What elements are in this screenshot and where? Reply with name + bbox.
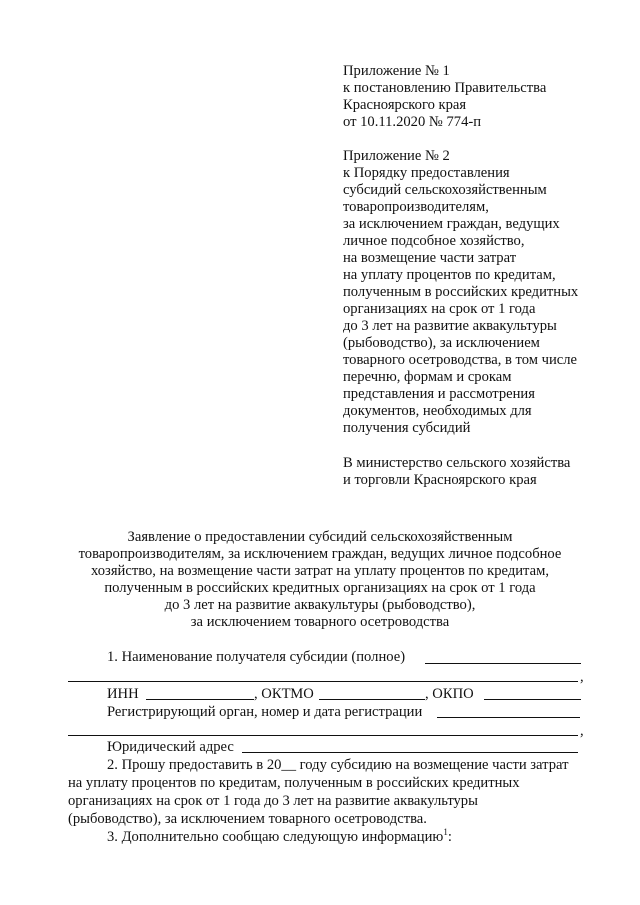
registration-label: Регистрирующий орган, номер и дата регистрации xyxy=(107,704,423,720)
item-2-line: 2. Прошу предоставить в 20__ году субсидию на возмещение части затрат xyxy=(107,757,569,773)
appendix-2-line: товарного осетроводства, в том числе xyxy=(343,352,578,368)
appendix-2-line: полученным в российских кредитных xyxy=(343,284,579,300)
appendix-2-line: получения субсидий xyxy=(343,420,471,436)
recipient-name-label: 1. Наименование получателя субсидии (полное) xyxy=(107,649,406,665)
appendix-2-line: на возмещение части затрат xyxy=(343,250,517,266)
appendix-1-line: от 10.11.2020 № 774-п xyxy=(343,114,482,130)
item-3-line xyxy=(107,827,452,845)
item-2-line: организациях на срок от 1 года до 3 лет на развитие аквакультуры xyxy=(68,793,478,809)
appendix-1-line: к постановлению Правительства xyxy=(343,80,547,96)
legal-address-field[interactable] xyxy=(242,752,578,753)
item-2-line: на уплату процентов по кредитам, полученным в российских кредитных xyxy=(68,775,520,791)
oktmo-label: , ОКТМО xyxy=(254,686,314,702)
inn-label: ИНН xyxy=(107,686,139,702)
okpo-field[interactable] xyxy=(484,699,581,700)
appendix-2-line: за исключением граждан, ведущих xyxy=(343,216,560,232)
appendix-2-line: к Порядку предоставления xyxy=(343,165,510,181)
item-2-line: (рыбоводство), за исключением товарного осетроводства. xyxy=(68,811,427,827)
appendix-2-line: представления и рассмотрения xyxy=(343,386,535,402)
oktmo-field[interactable] xyxy=(319,699,425,700)
title-line: за исключением товарного осетроводства xyxy=(190,614,450,630)
item-3-text: 3. Дополнительно сообщаю следующую информацию xyxy=(107,829,444,845)
recipient-name-continuation-field[interactable] xyxy=(68,681,578,682)
appendix-2-line: Приложение № 2 xyxy=(343,148,450,164)
comma: , xyxy=(580,669,584,685)
footnote-marker: 1 xyxy=(443,827,448,838)
inn-field[interactable] xyxy=(146,699,254,700)
title-line: хозяйство, на возмещение части затрат на уплату процентов по кредитам, xyxy=(91,563,549,579)
appendix-2-line: субсидий сельскохозяйственным xyxy=(343,182,547,198)
appendix-2-line: перечню, формам и срокам xyxy=(343,369,512,385)
title-line: Заявление о предоставлении субсидий сельскохозяйственным xyxy=(127,529,513,545)
appendix-2-line: личное подсобное хозяйство, xyxy=(343,233,525,249)
recipient-name-field[interactable] xyxy=(425,663,581,664)
item-3-colon: : xyxy=(447,829,452,845)
appendix-2-line: товаропроизводителям, xyxy=(343,199,489,215)
legal-address-label: Юридический адрес xyxy=(107,739,234,755)
addressee-line: и торговли Красноярского края xyxy=(343,472,537,488)
okpo-label: , ОКПО xyxy=(425,686,474,702)
title-line: до 3 лет на развитие аквакультуры (рыбоводство), xyxy=(164,597,476,613)
appendix-2-line: организациях на срок от 1 года xyxy=(343,301,536,317)
registration-field[interactable] xyxy=(437,717,580,718)
title-line: товаропроизводителям, за исключением граждан, ведущих личное подсобное xyxy=(78,546,562,562)
appendix-1-line: Приложение № 1 xyxy=(343,63,450,79)
registration-continuation-field[interactable] xyxy=(68,735,578,736)
comma: , xyxy=(580,723,584,739)
addressee-line: В министерство сельского хозяйства xyxy=(343,455,571,471)
appendix-2-line: (рыбоводство), за исключением xyxy=(343,335,540,351)
appendix-2-line: до 3 лет на развитие аквакультуры xyxy=(343,318,557,334)
appendix-2-line: на уплату процентов по кредитам, xyxy=(343,267,556,283)
title-line: полученным в российских кредитных организациях на срок от 1 года xyxy=(104,580,536,596)
appendix-2-line: документов, необходимых для xyxy=(343,403,532,419)
appendix-1-line: Красноярского края xyxy=(343,97,467,113)
